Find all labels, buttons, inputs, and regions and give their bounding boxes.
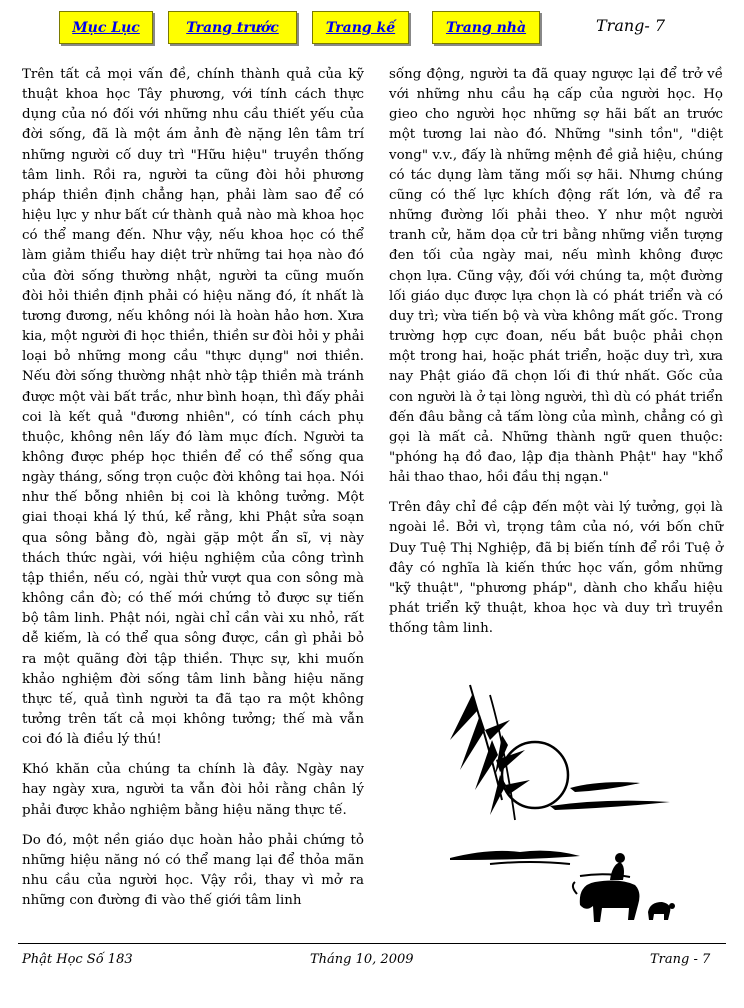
paragraph: Trên tất cả mọi vấn đề, chính thành quả của kỹ thuật khoa học Tây phương, với tính cách thực dụng của nó đối với những nhu cầu thiết yếu của đời sống, đã là một ám ảnh đè nặng lên tâm trí những người cố duy trì "Hữu hiệu" truyền thống tâm linh. Rồi ra, người ta cũng đòi hỏi phương pháp thiền định chẳng hạn, phải làm sao để có hiệu lực y như bất cứ thành quả nào mà khoa học có thể mang đến. Như vậy, nếu khoa học có thể làm giảm thiểu hay diệt trừ những tai họa nào đó của đời sống thường nhật, người ta cũng muốn đòi hỏi thiền định phải có hiệu năng đó, ít nhất là tương đương, nếu không nói là hoàn hảo hơn. Xưa kia, một người đi học thiền, thiền sư đòi hỏi y phải loại bỏ những mong cầu "thực dụng" nơi thiền. Nếu đời sống thường nhật nhờ tập thiền mà tránh được một vài bất trắc, như bình hoạn, thì đấy phải coi là kết quả "đương nhiên", có tính cách phụ thuộc, không nên lấy đó làm mục đích. Người ta không được phép học thiền để có thể sống qua ngày tháng, sống trọn cuộc đời không tai họa. Nói như thế bỗng nhiên bị coi là không tưởng. Một giai thoại khá lý thú, kể rằng, khi Phật sửa soạn qua sông bằng đò, ngài gặp một ẩn sĩ, vị này thách thức ngài, với hiệu nghiệm của công trình tập thiền, nếu có, ngài thử vượt qua con sông mà không cần đò; có thế mới chứng tỏ được sự tiến bộ tâm linh. Phật nói, ngài chỉ cần vài xu nhỏ, rất dễ kiếm, là có thể qua sông được, cần gì phải bỏ ra một quãng đời tập thiền. Thực sự, khi muốn khảo nghiệm đời sống tâm linh bằng hiệu năng thực tế, quả tình người ta đã tạo ra một không tưởng trên tất cả mọi không tưởng; thế mà vẫn coi đó là điều lý thú! xyxy=(22,67,364,748)
footer-page-number: Trang - 7 xyxy=(650,952,711,967)
footer-publication: Phật Học Số 183 xyxy=(22,952,133,967)
paragraph: Trên đây chỉ đề cập đến một vài lý tưởng, gọi là ngoài lề. Bởi vì, trọng tâm của nó, với bốn chữ Duy Tuệ Thị Nghiệp, đã bị biến tính để rồi Tuệ ở đây có nghĩa là kiến thức học vấn, gồm những "kỹ thuật", "phương pháp", dành cho khẩu hiệu phát triển kỹ thuật, khoa học và duy trì truyền thống tâm linh. xyxy=(389,500,723,637)
paragraph: Do đó, một nền giáo dục hoàn hảo phải chứng tỏ những hiệu năng nó có thể mang lại để thỏa mãn nhu cầu của người học. Vậy rồi, thay vì mở ra những con đường đi vào thế giới tâm linh xyxy=(22,832,364,909)
home-button[interactable]: Trang nhà xyxy=(432,11,540,44)
paragraph: sống động, người ta đã quay ngược lại để trở về với những nhu cầu hạ cấp của người học. Họ gieo cho người học những sợ hãi bất an trước một tương lai nào đó. Những "sinh tồn", "diệt vong" v.v., đấy là những mệnh đề giả hiệu, chúng có tác dụng làm tăng mối sợ hãi. Nhưng chúng cũng có thế lực khích động rất lớn, và để ra những đường lối phải theo. Y như một người tranh cử, hăm dọa cử tri bằng những viễn tượng đen tối của ngày mai, nếu mình không được chọn lựa. Cũng vậy, đối với chúng ta, một đường lối giáo dục được lựa chọn là có phát triển và có duy trì; vừa tiến bộ và vừa không mất gốc. Trong trường hợp cực đoan, nếu bắt buộc phải chọn một trong hai, hoặc phát triển, hoặc duy trì, xưa nay Phật giáo đã chọn lối đi thứ nhất. Gốc của con người là ở tại lòng người, thì dù có phát triển đến đâu bằng cả tấm lòng của mình, chẳng có gì gọi là mất cả. Những thành ngữ quen thuộc: "phóng hạ đồ đao, lập địa thành Phật" hay "khổ hải thao thao, hồi đầu thị ngạn." xyxy=(389,67,723,486)
paragraph: Khó khăn của chúng ta chính là đây. Ngày nay hay ngày xưa, người ta vẫn đòi hỏi rằng chân lý phải được khảo nghiệm bằng hiệu năng thực tế. xyxy=(22,762,364,818)
ink-illustration xyxy=(430,680,690,930)
page-number-top: Trang- 7 xyxy=(596,16,666,35)
footer-date: Tháng 10, 2009 xyxy=(310,952,414,967)
right-column xyxy=(389,65,723,649)
footer-divider xyxy=(18,943,726,944)
toc-button[interactable]: Mục Lục xyxy=(59,11,153,44)
left-column xyxy=(22,65,364,921)
next-page-button[interactable]: Trang kế xyxy=(312,11,409,44)
prev-page-button[interactable]: Trang trước xyxy=(168,11,297,44)
